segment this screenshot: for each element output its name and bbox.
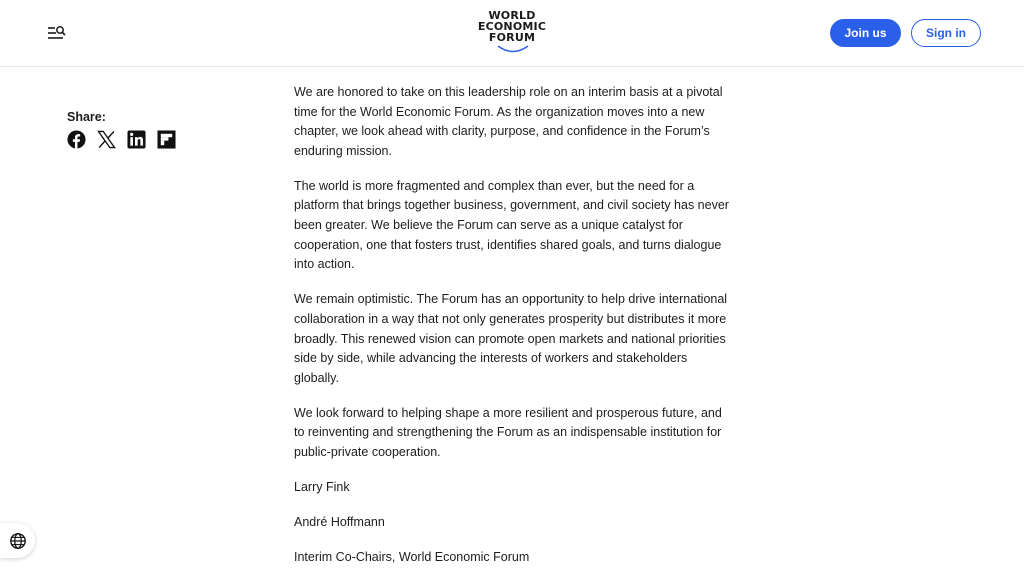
paragraph: We are honored to take on this leadership role on an interim basis at a pivotal time for the World Economic Forum. As the organization moves into a new chapter, we look ahead with clarity, purpose, and confidence in the Forum’s enduring mission. (294, 85, 723, 158)
menu-search-icon (46, 24, 68, 42)
article-body (294, 83, 734, 583)
logo-arc-icon (496, 43, 530, 55)
share-panel (67, 110, 176, 149)
sign-in-button[interactable]: Sign in (911, 19, 981, 47)
linkedin-icon[interactable] (127, 130, 146, 149)
paragraph: We look forward to helping shape a more resilient and prosperous future, and to reinventing and strengthening the Forum as an indispensable institution for public-private cooperation. (294, 405, 722, 459)
flipboard-icon[interactable] (157, 130, 176, 149)
signature-name: Larry Fink (294, 480, 350, 495)
site-header (0, 0, 1024, 67)
signature-title: Interim Co-Chairs, World Economic Forum (294, 550, 530, 565)
share-label: Share: (67, 110, 106, 124)
facebook-icon[interactable] (67, 130, 86, 149)
menu-search-button[interactable] (46, 24, 68, 42)
language-button[interactable] (0, 523, 35, 558)
globe-icon (9, 532, 27, 550)
logo-line-1: WORLD (488, 9, 536, 22)
logo-line-2: ECONOMIC (477, 20, 547, 33)
logo-line-3: FORUM (488, 31, 536, 44)
signature-name: André Hoffmann (294, 515, 385, 530)
share-icons (67, 130, 176, 149)
paragraph: We remain optimistic. The Forum has an opportunity to help drive international collaboration in a way that not only generates prosperity but distributes it more broadly. This renewed vision can promote open markets and national priorities side by side, while advancing the interests of workers and stakeholders globally. (294, 292, 728, 385)
paragraph: The world is more fragmented and complex than ever, but the need for a platform that brings together business, government, and civil society has never been greater. We believe the Forum can serve as a unique catalyst for cooperation, one that fosters trust, identifies shared goals, and turns dialogue into action. (294, 178, 729, 272)
wef-logo[interactable] (468, 10, 556, 56)
x-icon[interactable] (97, 130, 116, 149)
join-us-button[interactable]: Join us (830, 19, 901, 47)
